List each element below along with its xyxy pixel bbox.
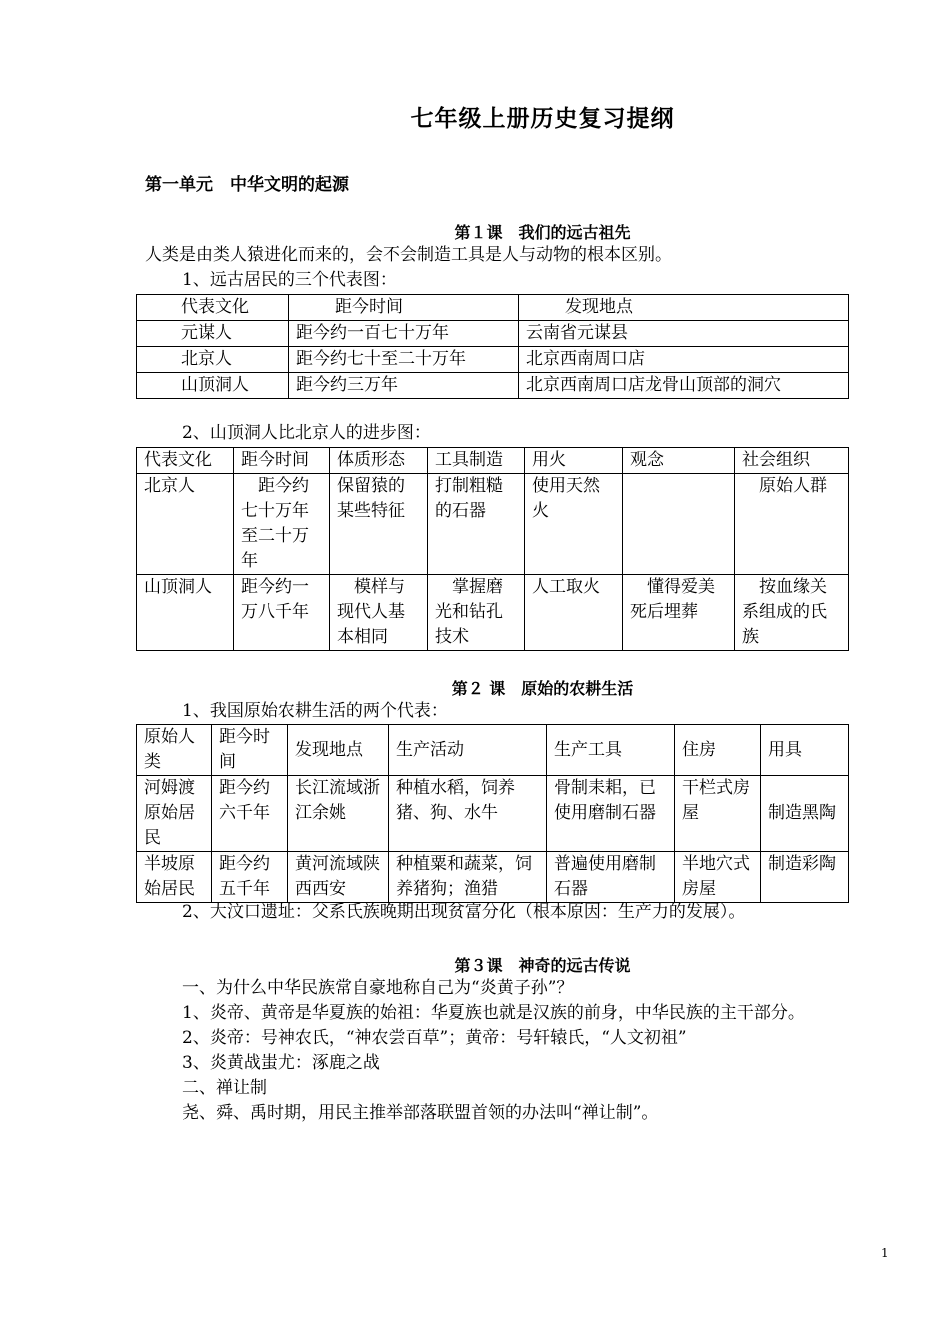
table-row [137,474,849,575]
table-cell: 使用天然火 [525,474,623,575]
table-header-cell: 代表文化 [137,295,289,321]
table-cell: 河姆渡原始居民 [137,776,212,852]
table-cell: 按血缘关系组成的氏族 [735,575,849,651]
table-header-cell: 用具 [761,725,849,776]
table-cell: 元谋人 [137,321,289,347]
table-cell: 云南省元谋县 [519,321,849,347]
table-header-row [137,725,849,776]
table-header-cell: 发现地点 [288,725,389,776]
table-cell: 制造彩陶 [761,852,849,903]
table-header-cell: 用火 [525,448,623,474]
table-cell: 距今约一万八千年 [234,575,330,651]
table-row [137,776,849,852]
table-cell: 半地穴式房屋 [675,852,761,903]
table-cell: 距今约七十至二十万年 [289,347,519,373]
lesson-3-line: 尧、舜、禹时期，用民主推举部落联盟首领的办法叫“禅让制”。 [182,1103,659,1123]
table-cell: 北京人 [137,474,234,575]
table-cell [623,474,735,575]
table-cell: 制造黑陶 [761,776,849,852]
lesson-1-heading: 第１课 我们的远古祖先 [454,223,631,242]
table-row [137,321,849,347]
lesson-1-item-2: 2、山顶洞人比北京人的进步图： [182,423,431,443]
table-cell: 种植水稻，饲养猪、狗、水牛 [389,776,547,852]
lesson-2-item-2: 2、大汶口遗址：父系氏族晚期出现贫富分化（根本原因：生产力的发展）。 [182,902,746,922]
table-cell: 山顶洞人 [137,575,234,651]
table-cell: 距今约六千年 [212,776,288,852]
lesson-3-heading: 第３课 神奇的远古传说 [454,956,631,975]
table-cell: 保留猿的某些特征 [330,474,428,575]
table-row [137,347,849,373]
table-cell: 半坡原始居民 [137,852,212,903]
page-title: 七年级上册历史复习提纲 [410,106,675,132]
table-cell: 距今约三万年 [289,373,519,399]
table-cell: 骨制耒耜，已使用磨制石器 [547,776,675,852]
lesson-3-line: 一、为什么中华民族常自豪地称自己为“炎黄子孙”？ [182,978,574,998]
table-cell: 懂得爱美死后埋葬 [623,575,735,651]
ancestors-table [136,294,849,399]
table-cell: 北京人 [137,347,289,373]
farming-table [136,724,849,903]
table-header-cell: 观念 [623,448,735,474]
table-cell: 普遍使用磨制石器 [547,852,675,903]
table-row [137,575,849,651]
table-header-cell: 生产活动 [389,725,547,776]
table-cell: 北京西南周口店 [519,347,849,373]
lesson-2-heading: 第２ 课 原始的农耕生活 [451,679,634,698]
lesson-3-line: 3、炎黄战蚩尤：涿鹿之战 [182,1053,380,1073]
table-row [137,373,849,399]
table-header-cell: 工具制造 [428,448,525,474]
lesson-3-line: 1、炎帝、黄帝是华夏族的始祖：华夏族也就是汉族的前身，中华民族的主干部分。 [182,1003,805,1023]
table-header-cell: 距今时间 [289,295,519,321]
table-cell: 原始人群 [735,474,849,575]
table-header-cell: 原始人类 [137,725,212,776]
table-cell: 种植粟和蔬菜，饲养猪狗；渔猎 [389,852,547,903]
lesson-1-item-1: 1、远古居民的三个代表图： [182,270,397,290]
page-number: 1 [881,1246,889,1260]
table-header-cell: 距今时间 [234,448,330,474]
table-cell: 干栏式房屋 [675,776,761,852]
table-cell: 黄河流域陕西西安 [288,852,389,903]
table-cell: 掌握磨光和钻孔技术 [428,575,525,651]
table-cell: 北京西南周口店龙骨山顶部的洞穴 [519,373,849,399]
table-header-row [137,295,849,321]
table-header-cell: 发现地点 [519,295,849,321]
table-cell: 人工取火 [525,575,623,651]
lesson-3-line: 二、禅让制 [182,1078,267,1098]
table-cell: 距今约七十万年至二十万年 [234,474,330,575]
table-header-cell: 住房 [675,725,761,776]
table-header-cell: 生产工具 [547,725,675,776]
unit-heading: 第一单元 中华文明的起源 [145,175,349,195]
table-cell: 长江流域浙江余姚 [288,776,389,852]
table-header-row [137,448,849,474]
table-row [137,852,849,903]
table-header-cell: 代表文化 [137,448,234,474]
table-cell: 距今约五千年 [212,852,288,903]
table-header-cell: 距今时间 [212,725,288,776]
lesson-2-item-1: 1、我国原始农耕生活的两个代表： [182,701,448,721]
lesson-1-intro: 人类是由类人猿进化而来的，会不会制造工具是人与动物的根本区别。 [145,245,672,265]
table-cell: 山顶洞人 [137,373,289,399]
table-cell: 模样与现代人基本相同 [330,575,428,651]
lesson-3-line: 2、炎帝：号神农氏，“神农尝百草”；黄帝：号轩辕氏，“人文初祖” [182,1028,687,1048]
table-cell: 打制粗糙的石器 [428,474,525,575]
progress-table [136,447,849,651]
table-header-cell: 体质形态 [330,448,428,474]
table-header-cell: 社会组织 [735,448,849,474]
table-cell: 距今约一百七十万年 [289,321,519,347]
